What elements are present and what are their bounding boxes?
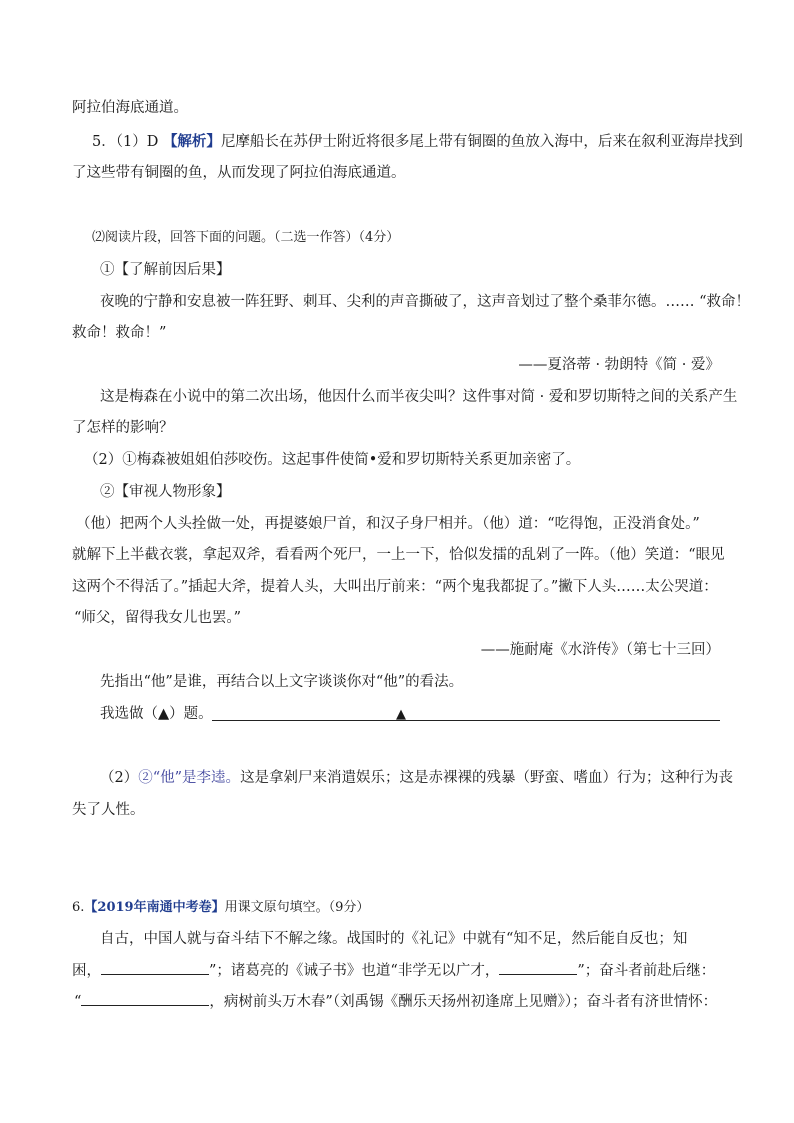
q6-title-line — [72, 898, 369, 918]
q6-title: 用课文原句填空。（9分） — [224, 900, 370, 915]
answer1-text: （2）①梅森被姐姐伯莎咬伤。这起事件使简•爱和罗切斯特关系更加亲密了。 — [84, 452, 581, 468]
passage1-line-1: 夜晚的宁静和安息被一阵狂野、刺耳、尖利的声音撕破了，这声音划过了整个桑菲尔德。…… “救命！ — [100, 294, 751, 310]
answer2-prefix: （2） — [100, 770, 139, 786]
answer2-rest: 这是拿剁尸来消遣娱乐；这是赤裸裸的残暴（野蛮、嗜血）行为；这种行为丧 — [240, 770, 734, 786]
q6-source-tag: 【2019年南通中考卷】 — [84, 900, 225, 915]
q6-line-2a: 困， — [72, 963, 101, 979]
passage2-line-3: 这两个不得活了。”插起大斧，提着人头，大叫出厅前来：“两个鬼我都捉了。”撇下人头……太公哭道： — [72, 579, 718, 595]
part2-intro: ⑵阅读片段，回答下面的问题。（二选一作答）（4分） — [92, 230, 400, 245]
answer2-line-2: 失了人性。 — [72, 802, 145, 818]
q5-tail-text: 阿拉伯海底通道。 — [72, 100, 188, 116]
q5-analysis-tag: 【解析】 — [162, 133, 221, 150]
q6-line-1: 自古，中国人就与奋斗结下不解之缘。战国时的《礼记》中就有“知不足，然后能自反也；知 — [100, 931, 688, 947]
option2-title: ②【审视人物形象】 — [100, 484, 231, 500]
question1-line-1: 这是梅森在小说中的第二次出场，他因什么而半夜尖叫？这件事对简 · 爱和罗切斯特之间的关系产生 — [100, 389, 738, 405]
passage2-line-1: （他）把两个人头拴做一处，再提婆娘尸首，和汉子身尸相并。（他）道：“吃得饱，正没消食处。” — [76, 516, 700, 532]
passage2-line-2: 就解下上半截衣裳，拿起双斧，看看两个死尸，一上一下，恰似发擂的乱剁了一阵。（他）笑道：“眼见 — [72, 547, 725, 563]
answer-underline[interactable] — [212, 720, 720, 721]
q6-line-2c: ”；奋斗者前赴后继： — [577, 963, 716, 979]
passage2-line-4: “师父，留得我女儿也罢。” — [74, 610, 242, 626]
fill-blank-2[interactable] — [499, 960, 577, 975]
fill-blank-1[interactable] — [101, 960, 209, 975]
q5-number: 5．（1）D — [92, 134, 159, 150]
q6-line-3a: “ — [74, 994, 82, 1010]
passage2-source: ——施耐庵《水浒传》（第七十三回） — [480, 642, 720, 658]
q6-line-3b: ，病树前头万木春”（刘禹锡《酬乐天扬州初逢席上见赠》）；奋斗者有济世情怀： — [209, 994, 718, 1010]
q6-line-2 — [72, 960, 715, 981]
q5-answer-line-1 — [92, 132, 743, 152]
option1-title: ①【了解前因后果】 — [100, 262, 231, 278]
q5-analysis-text-1: 尼摩船长在苏伊士附近将很多尾上带有铜圈的鱼放入海中，后来在叙利亚海岸找到 — [220, 134, 743, 150]
q6-line-2b: ”；诸葛亮的《诫子书》也道“非学无以广才， — [209, 963, 500, 979]
answer2-highlight: ②“他”是李逵。 — [138, 770, 241, 786]
answer2-line-1 — [100, 768, 733, 788]
triangle-marker: ▲ — [396, 707, 406, 722]
fill-blank-3[interactable] — [81, 991, 209, 1006]
passage1-source: ——夏洛蒂 · 勃朗特《简 · 爱》 — [518, 357, 720, 373]
q5-analysis-text-2: 了这些带有铜圈的鱼，从而发现了阿拉伯海底通道。 — [72, 165, 406, 181]
question1-line-2: 了怎样的影响？ — [72, 420, 174, 436]
q6-line-3 — [74, 991, 717, 1012]
choose-option-label: 我选做（▲）题。 — [100, 706, 213, 722]
passage1-line-2: 救命！救命！” — [72, 325, 167, 341]
question2-text: 先指出“他”是谁，再结合以上文字谈谈你对“他”的看法。 — [100, 674, 464, 690]
q6-number: 6. — [72, 900, 85, 915]
